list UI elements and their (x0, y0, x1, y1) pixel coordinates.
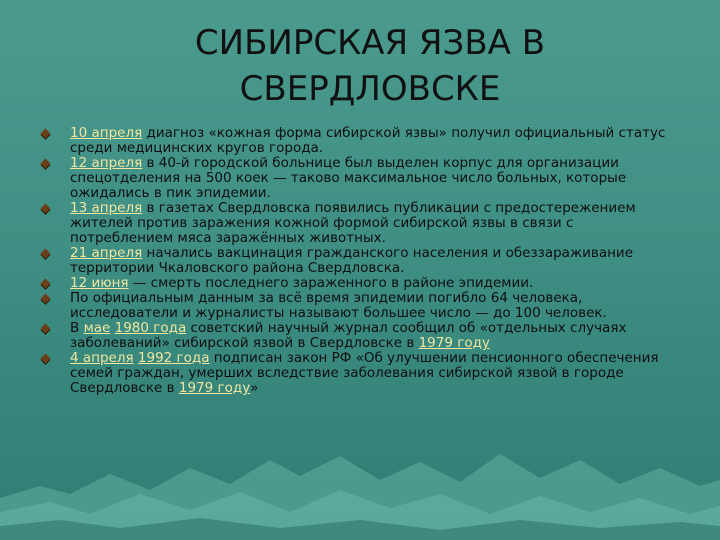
bullet-text: По официальным данным за всё время эпидемии погибло 64 человека, исследователи и журналисты называют большее число — до 100 человек. (70, 290, 607, 321)
slide-title-line-1: СИБИРСКАЯ ЯЗВА В (194, 23, 546, 63)
date-link[interactable]: 12 апреля (70, 155, 143, 171)
diamond-bullet-icon (41, 324, 51, 334)
diamond-bullet-icon (41, 249, 51, 259)
bullet-item (40, 321, 680, 351)
date-link[interactable]: 21 апреля (70, 245, 143, 261)
date-link[interactable]: 1992 года (137, 350, 210, 366)
diamond-bullet-icon (41, 279, 51, 289)
bullet-item (40, 201, 680, 246)
diamond-bullet-icon (41, 354, 51, 364)
diamond-bullet-icon (41, 294, 51, 304)
bullet-item (40, 276, 680, 291)
date-link[interactable]: 10 апреля (70, 125, 143, 141)
bullet-text: » (250, 380, 259, 396)
bullet-text: начались вакцинация гражданского населения и обеззараживание территории Чкаловского района Свердловска. (70, 245, 634, 276)
bullet-list (40, 126, 680, 396)
date-link[interactable]: 12 июня (70, 275, 129, 291)
bullet-item (40, 156, 680, 201)
mountain-silhouette-decoration (0, 390, 720, 540)
date-link[interactable]: 1979 году (178, 380, 251, 396)
bullet-text: В (70, 320, 84, 336)
date-link[interactable]: 1980 года (114, 320, 187, 336)
bullet-item (40, 126, 680, 156)
date-link[interactable]: 4 апреля (70, 350, 134, 366)
bullet-item (40, 351, 680, 396)
date-link[interactable]: 1979 году (418, 335, 490, 351)
diamond-bullet-icon (41, 129, 51, 139)
bullet-text: советский научный журнал сообщил об «отдельных случаях заболеваний» сибирской язвой в Свердловске в (70, 320, 627, 351)
bullet-text: подписан закон РФ «Об улучшении пенсионного обеспечения семей граждан, умерших вследствие заболевания сибирской язвой в городе Свердловске в (70, 350, 659, 396)
bullet-text: диагноз «кожная форма сибирской язвы» получил официальный статус среди медицинских кругов города. (70, 125, 666, 156)
bullet-item (40, 291, 680, 321)
slide-title-line-2: СВЕРДЛОВСКЕ (239, 69, 501, 109)
diamond-bullet-icon (41, 204, 51, 214)
bullet-text: — смерть последнего зараженного в районе эпидемии. (128, 275, 534, 291)
bullet-text: в 40-й городской больнице был выделен корпус для организации спецотделения на 500 коек — таково максимальное число больных, которые ожидались в пик эпидемии. (70, 155, 627, 201)
diamond-bullet-icon (41, 159, 51, 169)
bullet-item (40, 246, 680, 276)
bullet-text: в газетах Свердловска появились публикации с предостережением жителей против заражения кожной формой сибирской язвы в связи с потреблением мяса заражённых животных. (70, 200, 636, 246)
slide-title (120, 20, 620, 112)
date-link[interactable]: 13 апреля (70, 200, 143, 216)
date-link[interactable]: мае (83, 320, 111, 336)
